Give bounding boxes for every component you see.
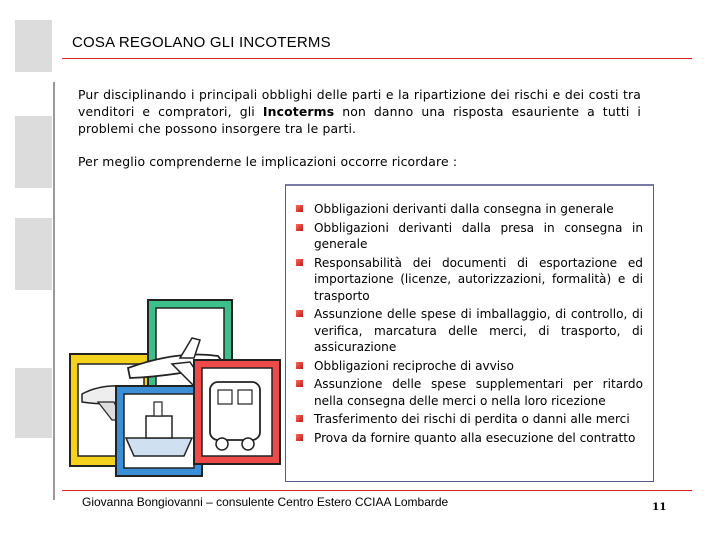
list-item-text: Prova da fornire quanto alla esecuzione del contratto <box>314 430 636 445</box>
list-item <box>296 306 643 356</box>
list-item <box>296 376 643 409</box>
list-item-text: Obbligazioni derivanti dalla consegna in generale <box>314 202 614 216</box>
intro-text-bold: Incoterms <box>262 104 335 119</box>
left-stripe-4 <box>15 368 52 438</box>
intro-text-before: Pur disciplinando i principali obblighi delle parti e la ripartizione dei rischi e dei costi tra venditori e compratori, gli <box>78 87 641 119</box>
list-item-text: Obbligazioni derivanti dalla presa in consegna in generale <box>314 220 643 251</box>
list-item-text: Trasferimento dei rischi di perdita o danni alle merci <box>314 412 630 426</box>
red-square-bullet-icon <box>296 415 303 422</box>
red-square-bullet-icon <box>296 434 303 441</box>
red-train-card-icon <box>194 360 280 464</box>
footer-divider <box>62 490 692 491</box>
footer-credit: Giovanna Bongiovanni – consulente Centro Estero CCIAA Lombarde <box>82 495 449 509</box>
transport-modes-illustration <box>68 298 288 478</box>
red-square-bullet-icon <box>296 362 303 369</box>
list-item-text: Assunzione delle spese di imballaggio, di controllo, di verifica, marcatura delle merci, di trasporto, di assicurazione <box>314 307 643 354</box>
lead-sentence: Per meglio comprenderne le implicazioni occorre ricordare : <box>78 154 458 169</box>
title-divider <box>62 58 692 59</box>
list-item <box>296 201 643 218</box>
page-title: COSA REGOLANO GLI INCOTERMS <box>72 34 331 51</box>
page-number: 11 <box>652 501 667 513</box>
bullet-list <box>296 201 643 448</box>
red-square-bullet-icon <box>296 310 303 317</box>
list-item <box>296 220 643 253</box>
intro-text-after: non danno una risposta esauriente a tutti i problemi che possono insorgere tra le parti. <box>78 104 641 136</box>
list-item-text: Assunzione delle spese supplementari per ritardo nella consegna delle merci o nella loro ricezione <box>314 377 643 408</box>
blue-ship-card-icon <box>116 386 202 476</box>
left-vertical-rule <box>53 82 55 500</box>
left-stripe-1 <box>15 20 52 72</box>
list-item <box>296 358 643 375</box>
red-square-bullet-icon <box>296 259 303 266</box>
red-square-bullet-icon <box>296 205 303 212</box>
list-item-text: Obbligazioni reciproche di avviso <box>314 358 514 373</box>
intro-paragraph <box>78 86 641 137</box>
list-item <box>296 411 643 428</box>
list-item-text: Responsabilità dei documenti di esportazione ed importazione (licenze, autorizzazioni, formalità) e di trasporto <box>314 255 643 303</box>
list-item <box>296 430 643 447</box>
list-item <box>296 255 643 305</box>
left-stripe-2 <box>15 116 52 188</box>
red-square-bullet-icon <box>296 380 303 387</box>
left-stripe-3 <box>15 218 52 290</box>
red-square-bullet-icon <box>296 224 303 231</box>
